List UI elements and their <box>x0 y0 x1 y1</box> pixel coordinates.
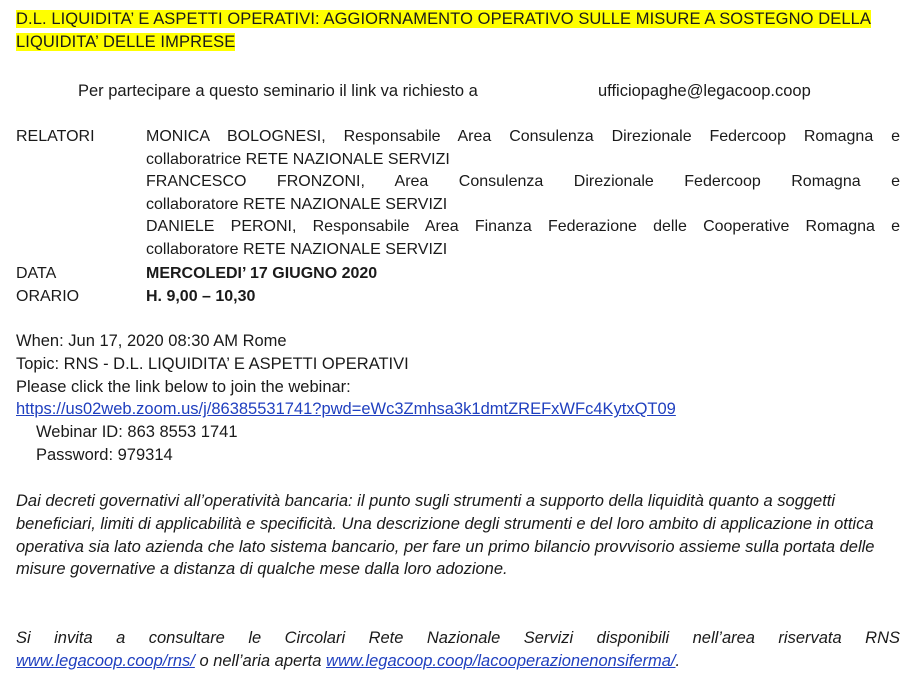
speaker-line: DANIELE PERONI, Responsabile Area Finanza Federazione delle Cooperative Romagna e <box>146 218 900 235</box>
zoom-topic: Topic: RNS - D.L. LIQUIDITA’ E ASPETTI OPERATIVI <box>16 354 409 373</box>
footer-line: Si invita a consultare le Circolari Rete Nazionale Servizi disponibili nell’area riservata RNS <box>16 629 900 647</box>
document-title <box>16 8 896 54</box>
zoom-prompt: Please click the link below to join the webinar: <box>16 377 351 396</box>
seminar-description: Dai decreti governativi all’operatività bancaria: il punto sugli strumenti a supporto della liquidità quanto a soggetti beneficiari, limiti di applicabilità e specificità. Una descrizione degli strumenti e del loro ambito di applicazione in ottica operativa sia lato azienda che lato sistema bancario, per fare un primo bilancio provvisorio assieme sulla portata delle misure governative a distanza di qualche mese dalla loro adozione. <box>16 492 875 579</box>
cooperazione-link[interactable]: www.legacoop.coop/lacooperazionenonsiferma/ <box>326 651 676 670</box>
request-email[interactable]: ufficiopaghe@legacoop.coop <box>598 82 811 100</box>
title-highlight: D.L. LIQUIDITA’ E ASPETTI OPERATIVI: AGGIORNAMENTO OPERATIVO SULLE MISURE A SOSTEGNO DELLA LIQUIDITA’ DELLE IMPRESE <box>16 10 871 51</box>
zoom-when: When: Jun 17, 2020 08:30 AM Rome <box>16 332 287 350</box>
date-key: DATA <box>16 265 57 282</box>
request-line <box>78 80 811 102</box>
request-label: Per partecipare a questo seminario il link va richiesto a <box>78 82 478 100</box>
footer-links-line <box>16 650 900 673</box>
zoom-webinar-id: Webinar ID: 863 8553 1741 <box>36 423 238 442</box>
footer-middle-text: o nell’aria aperta <box>194 651 327 670</box>
date-value: MERCOLEDI’ 17 GIUGNO 2020 <box>146 265 378 282</box>
footer-end-text: . <box>675 651 681 670</box>
speaker-line: collaboratrice RETE NAZIONALE SERVIZI <box>146 150 450 168</box>
zoom-join-link[interactable]: https://us02web.zoom.us/j/86385531741?pwd=eWc3Zmhsa3k1dmtZREFxWFc4KytxQT09 <box>16 400 676 419</box>
footer-note <box>16 627 900 673</box>
speakers-list <box>146 126 900 261</box>
speaker-line: collaboratore RETE NAZIONALE SERVIZI <box>146 240 448 258</box>
speaker-line: FRANCESCO FRONZONI, Area Consulenza Direzionale Federcoop Romagna e <box>146 173 900 190</box>
speakers-key: RELATORI <box>16 128 95 145</box>
zoom-info <box>16 330 896 467</box>
time-key: ORARIO <box>16 288 80 305</box>
speaker-line: collaboratore RETE NAZIONALE SERVIZI <box>146 195 448 213</box>
rns-link[interactable]: www.legacoop.coop/rns/ <box>16 651 195 670</box>
speaker-line: MONICA BOLOGNESI, Responsabile Area Consulenza Direzionale Federcoop Romagna e <box>146 128 900 145</box>
zoom-password: Password: 979314 <box>36 445 173 464</box>
time-value: H. 9,00 – 10,30 <box>146 288 256 305</box>
